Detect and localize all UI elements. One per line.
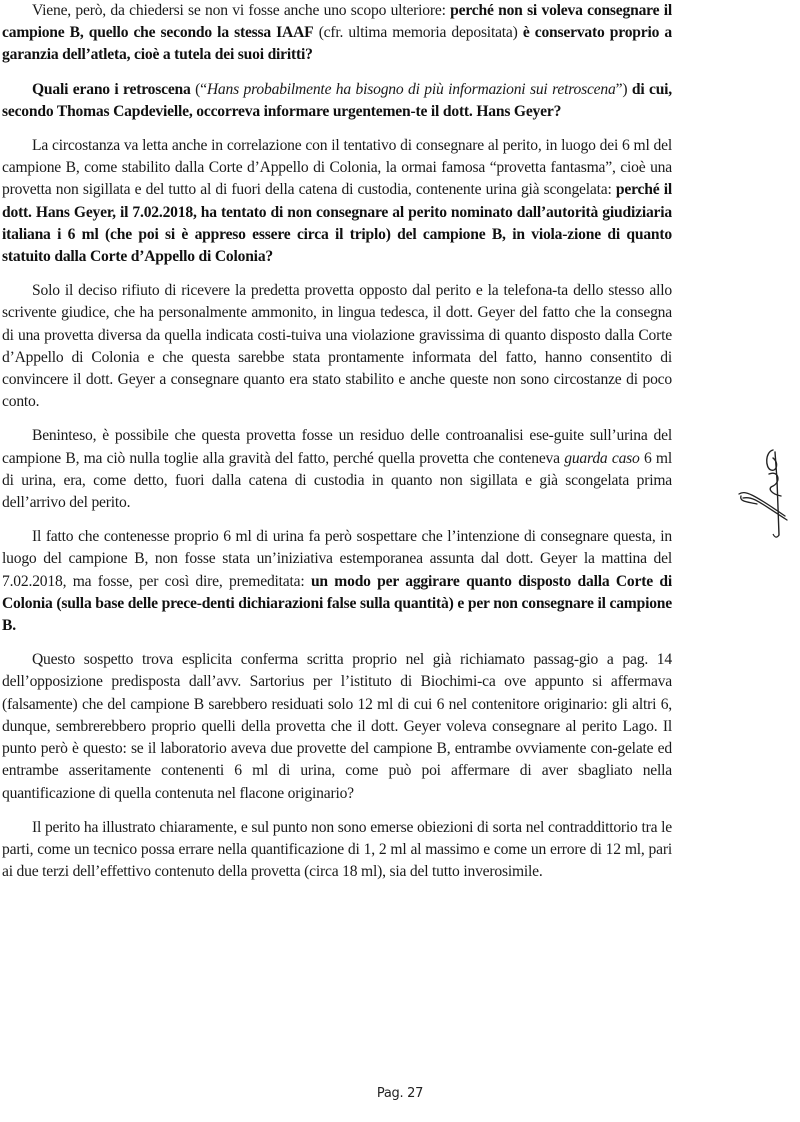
text-run: Beninteso, è possibile che questa provetta fosse un residuo delle controanalisi ese-guite sull’urina del campione B, ma ciò nulla toglie alla gravità del fatto, perché quella provetta che conteneva bbox=[2, 427, 672, 467]
text-run: Solo il deciso rifiuto di ricevere la predetta provetta opposto dal perito e la telefona-ta dello stesso allo scrivente giudice, che ha personalmente ammonito, in lingua tedesca, il dott. Geyer del fatto che la consegna di una provetta diversa da quella indicata costi-tuiva una violazione gravissima di quanto disposto dalla Corte d’Appello di Colonia e che questa sarebbe stata prontamente informata del fatto, hanno consentito di convincere il dott. Geyer a consegnare quanto era stato stabilito e anche queste non sono circostanze di poco conto. bbox=[2, 282, 672, 411]
paragraph bbox=[2, 0, 672, 67]
paragraph bbox=[2, 135, 672, 268]
bold-text: un modo per aggirare quanto disposto dalla Corte di Colonia (sulla base delle prece-denti dichiarazioni false sulla quantità) e per non consegnare il campione B. bbox=[2, 572, 672, 635]
text-run: 6 ml di urina, era, come detto, fuori dalla catena di custodia in quanto non sigillata e già scongelata prima dell’arrivo del perito. bbox=[2, 449, 672, 512]
body-text bbox=[2, 0, 672, 895]
page-number: Pag. 27 bbox=[376, 1086, 424, 1101]
paragraph bbox=[2, 817, 672, 884]
italic-text: guarda caso bbox=[564, 449, 640, 467]
text-run: Questo sospetto trova esplicita conferma scritta proprio nel già richiamato passag-gio a pag. 14 dell’opposizione predisposta dall’avv. Sartorius per l’istituto di Biochimi-ca ove appunto si affermava (falsamente) che del campione B sarebbero residuati solo 12 ml di cui 6 nel contenitore originario: gli altri 6, dunque, sembrerebbero proprio quelli della provetta che il dott. Geyer voleva consegnare al perito Lago. Il punto però è questo: se il laboratorio aveva due provette del campione B, entrambe ovviamente con-gelate ed entrambe asseritamente contenenti 6 ml di urina, come può poi affermare di aver sbagliato nella quantificazione di quella contenuta nel flacone originario? bbox=[2, 651, 672, 802]
handwritten-signature-icon bbox=[735, 440, 795, 540]
bold-text: perché non si voleva consegnare il campione B, quello che secondo la stessa IAAF bbox=[2, 2, 673, 42]
paragraph bbox=[2, 526, 672, 637]
text-run: ”) bbox=[615, 80, 632, 98]
italic-text: Hans probabilmente ha bisogno di più informazioni sui retroscena bbox=[206, 80, 616, 98]
bold-text: è conservato proprio a garanzia dell’atleta, cioè a tutela dei suoi diritti? bbox=[2, 24, 672, 64]
paragraph bbox=[2, 79, 672, 123]
bold-text: di cui, secondo Thomas Capdevielle, occorreva informare urgentemen-te il dott. Hans Geyer? bbox=[2, 80, 672, 120]
bold-text: perché il dott. Hans Geyer, il 7.02.2018, ha tentato di non consegnare al perito nominato dall’autorità giudiziaria italiana i 6 ml (che poi si è appreso essere circa il triplo) del campione B, in viola-zione di quanto statuito dalla Corte d’Appello di Colonia? bbox=[2, 181, 672, 266]
text-run: (cfr. ultima memoria depositata) bbox=[313, 24, 523, 42]
text-run: La circostanza va letta anche in correlazione con il tentativo di consegnare al perito, in luogo dei 6 ml del campione B, come stabilito dalla Corte d’Appello di Colonia, la ormai famosa “provetta fantasma”, cioè una provetta non sigillata e del tutto al di fuori della catena di custodia, contenente urina già scongelata: bbox=[2, 137, 672, 199]
text-run: Il perito ha illustrato chiaramente, e sul punto non sono emerse obiezioni di sorta nel contraddittorio tra le parti, come un tecnico possa errare nella quantificazione di 1, 2 ml al massimo e come un errore di 12 ml, pari ai due terzi dell’effettivo contenuto della provetta (circa 18 ml), sia del tutto inverosimile. bbox=[2, 818, 672, 881]
paragraph bbox=[2, 425, 672, 514]
text-run: Viene, però, da chiedersi se non vi fosse anche uno scopo ulteriore: bbox=[32, 2, 451, 19]
text-run: Il fatto che contenesse proprio 6 ml di urina fa però sospettare che l’intenzione di consegnare questa, in luogo del campione B, non fosse stata un’iniziativa estemporanea assunta dal dott. Geyer la mattina del 7.02.2018, ma fosse, per così dire, premeditata: bbox=[2, 528, 672, 590]
text-run: (“ bbox=[190, 80, 207, 98]
paragraph bbox=[2, 280, 672, 413]
paragraph bbox=[2, 649, 672, 804]
bold-text: Quali erano i retroscena bbox=[32, 80, 191, 98]
